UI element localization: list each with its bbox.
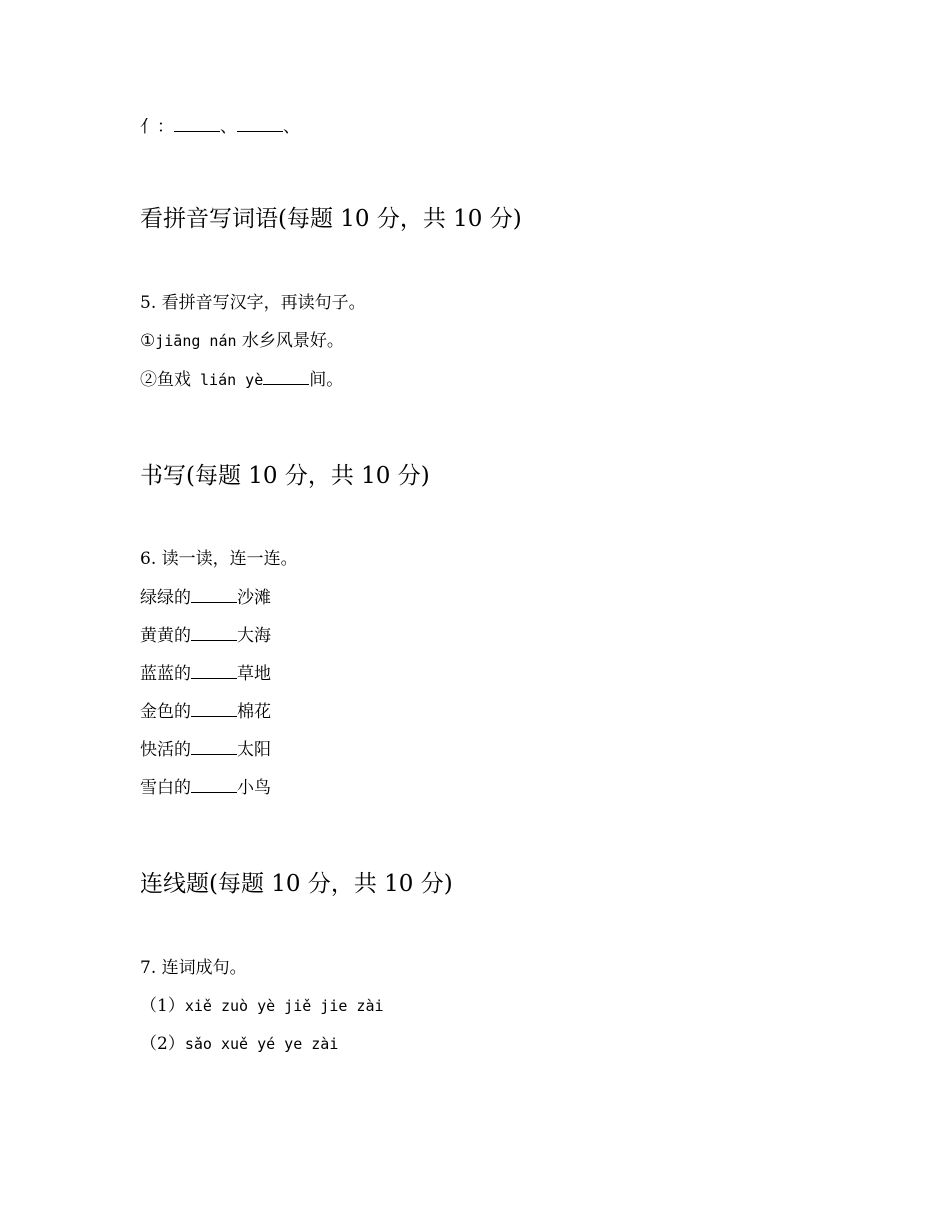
pair-right: 小鸟: [237, 778, 271, 798]
pinyin-text: lián yè: [191, 371, 264, 389]
separator: 、: [283, 117, 300, 137]
match-pair: [140, 776, 271, 799]
pinyin-text: xiě zuò yè jiě jie zài: [184, 997, 384, 1015]
match-blank[interactable]: [191, 662, 237, 679]
question-5: 5. 看拼音写汉字，再读句子。: [140, 293, 366, 313]
circle-number: ①: [140, 331, 156, 351]
item-number: （2）: [140, 1034, 185, 1054]
sentence-item: [140, 995, 384, 1017]
separator: 、: [220, 117, 237, 137]
pinyin-text: sǎo xuě yé ye zài: [184, 1035, 339, 1053]
pair-right: 太阳: [237, 740, 271, 760]
question-5-line-1: [140, 330, 344, 352]
match-pair: [140, 700, 271, 723]
question-5-line-2: [140, 368, 343, 391]
match-blank[interactable]: [191, 586, 237, 603]
section-heading-pinyin: 看拼音写词语(每题 10 分，共 10 分): [140, 206, 522, 232]
pinyin-text: jiāng nán: [155, 332, 237, 350]
item-number: （1）: [140, 996, 185, 1016]
pair-left: 黄黄的: [140, 626, 191, 646]
section-heading-matching: 连线题(每题 10 分，共 10 分): [140, 871, 453, 897]
pair-left: 雪白的: [140, 778, 191, 798]
pair-right: 大海: [237, 626, 271, 646]
match-pair: [140, 586, 271, 609]
match-blank[interactable]: [191, 624, 237, 641]
sentence-text: 间。: [309, 370, 344, 390]
match-pair: [140, 624, 271, 647]
match-blank[interactable]: [191, 776, 237, 793]
match-pair: [140, 662, 271, 685]
sentence-text: ②鱼戏: [140, 370, 191, 390]
radical-label: 亻：: [140, 117, 174, 137]
answer-blank[interactable]: [237, 115, 283, 132]
pair-right: 棉花: [237, 702, 271, 722]
answer-blank[interactable]: [263, 368, 309, 385]
pair-right: 沙滩: [237, 588, 271, 608]
sentence-text: 水乡风景好。: [236, 331, 344, 351]
match-pair: [140, 738, 271, 761]
match-blank[interactable]: [191, 738, 237, 755]
pair-left: 绿绿的: [140, 588, 191, 608]
pair-left: 金色的: [140, 702, 191, 722]
question-6: 6. 读一读，连一连。: [140, 549, 298, 569]
pair-left: 快活的: [140, 740, 191, 760]
question-7: 7. 连词成句。: [140, 958, 247, 978]
pair-right: 草地: [237, 664, 271, 684]
section-heading-writing: 书写(每题 10 分，共 10 分): [140, 463, 430, 489]
answer-blank[interactable]: [174, 115, 220, 132]
sentence-item: [140, 1033, 338, 1055]
match-blank[interactable]: [191, 700, 237, 717]
pair-left: 蓝蓝的: [140, 664, 191, 684]
radical-fill-line: [140, 115, 300, 138]
